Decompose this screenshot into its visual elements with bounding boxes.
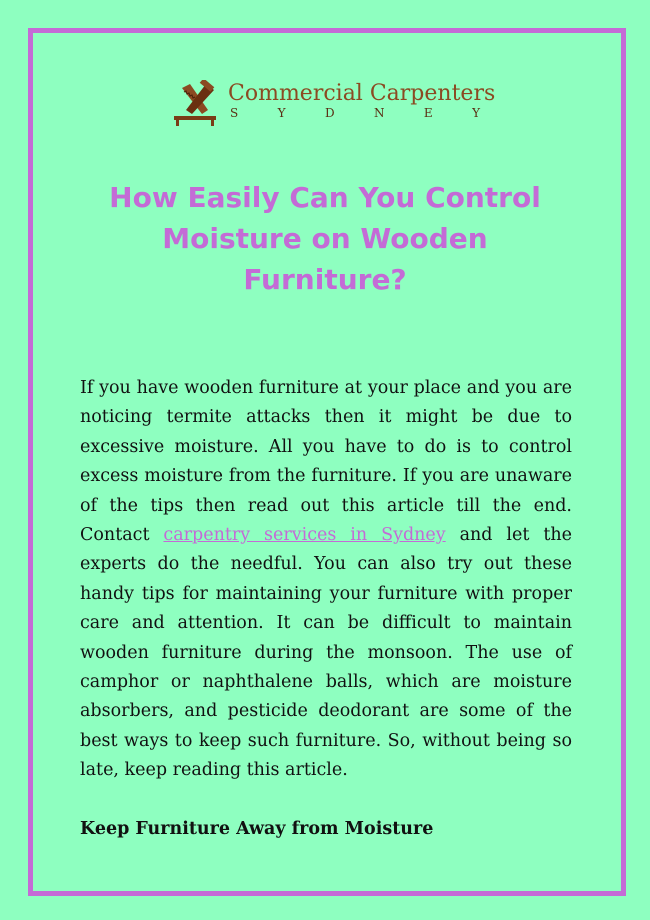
body-text-intro: If you have wooden furniture at your place and you are noticing termite attacks then it might be due to excessive moisture. All you have to do is to control excess moisture from the furniture. If you are unaware of the tips then read out this article till the end. Contact: [80, 378, 572, 546]
carpenter-logo-icon: [170, 80, 222, 126]
logo-city-name: [230, 105, 480, 121]
section-heading: Keep Furniture Away from Moisture: [80, 819, 434, 839]
logo-city-letter: N: [374, 106, 385, 120]
article-body-paragraph: [80, 374, 572, 786]
carpentry-services-link[interactable]: carpentry services in Sydney: [163, 525, 446, 546]
logo-city-letter: Y: [472, 106, 480, 120]
logo-city-letter: Y: [277, 106, 286, 120]
company-logo[interactable]: [170, 80, 496, 130]
article-title: How Easily Can You Control Moisture on Wooden Furniture?: [109, 181, 541, 296]
logo-company-name: Commercial Carpenters: [228, 81, 496, 106]
logo-city-letter: D: [324, 106, 335, 120]
logo-city-letter: E: [423, 106, 433, 120]
logo-city-letter: S: [230, 106, 239, 120]
body-text-continuation: and let the experts do the needful. You can also try out these handy tips for maintaining your furniture with proper care and attention. It can be difficult to maintain wooden furniture during the monsoon. The use of camphor or naphthalene balls, which are moisture absorbers, and pesticide deodorant are some of the best ways to keep such furniture. So, without being so late, keep reading this article.: [80, 525, 572, 781]
